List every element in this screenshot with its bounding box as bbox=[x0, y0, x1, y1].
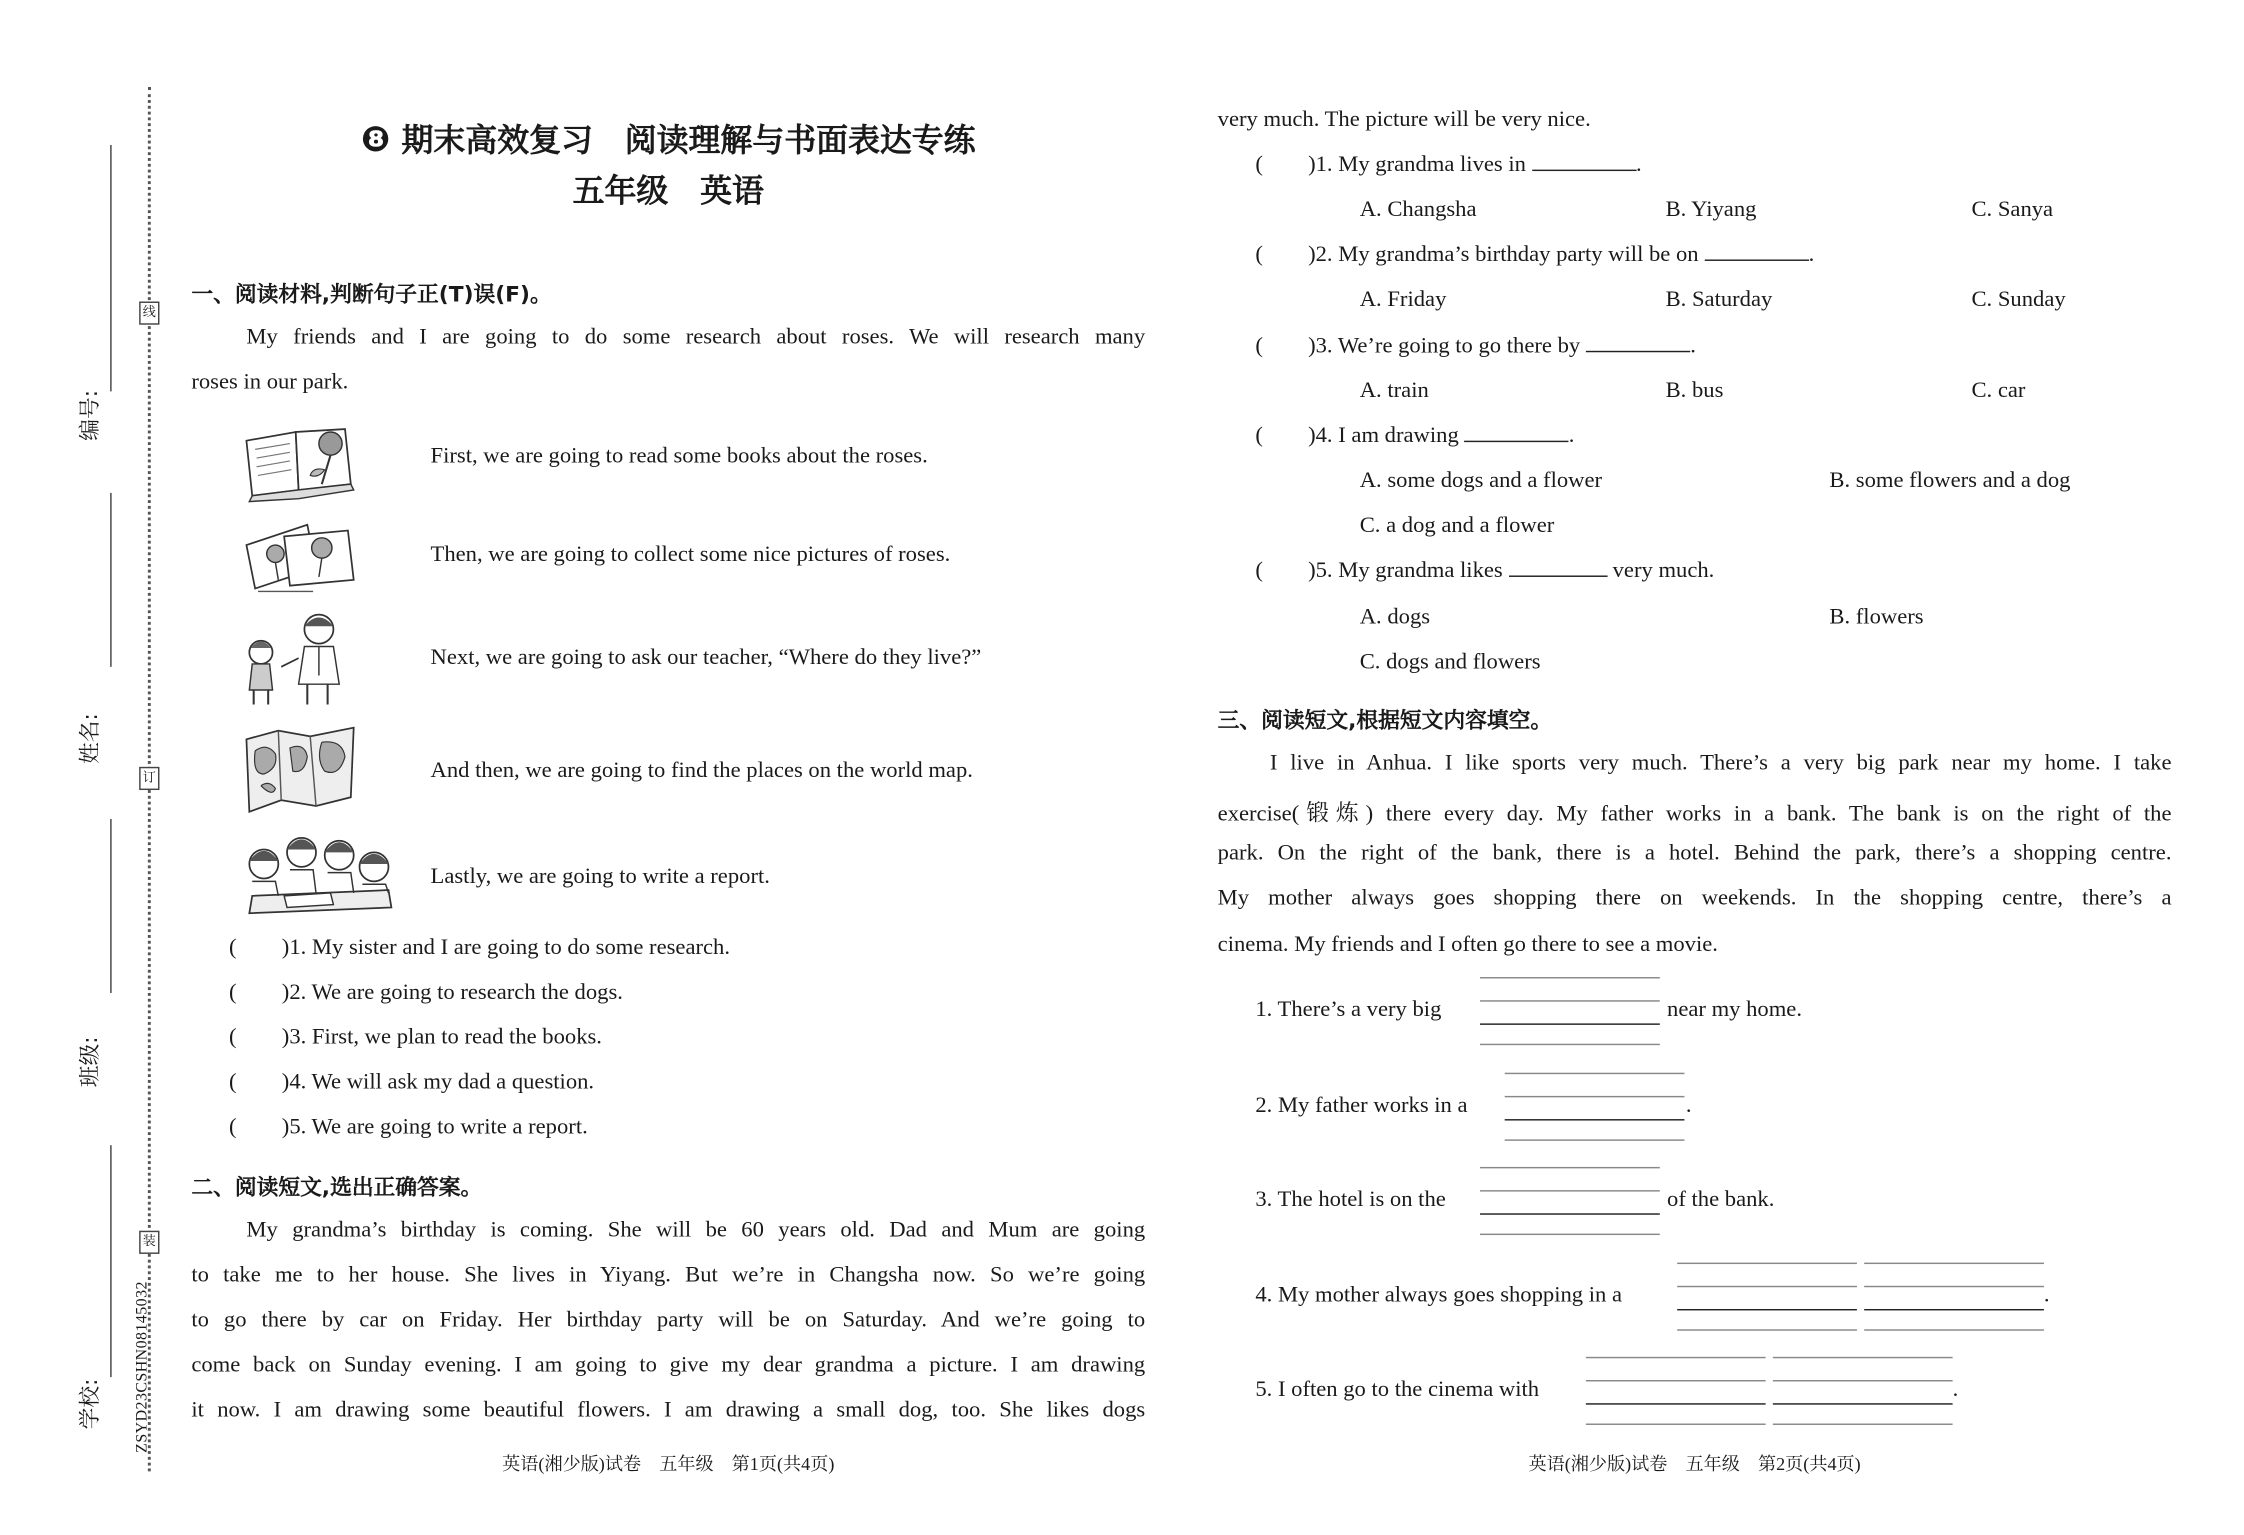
writing-lines-2[interactable] bbox=[1505, 1073, 1685, 1143]
writing-lines-4[interactable] bbox=[1677, 1263, 2045, 1333]
section1-intro-line1: My friends and I are going to do some research about roses. We will research many bbox=[246, 324, 1146, 350]
page-subtitle: 五年级 英语 bbox=[572, 173, 764, 211]
fill-item-4-b: . bbox=[2043, 1282, 2050, 1308]
fill-item-4-a: 4. My mother always goes shopping in a bbox=[1255, 1282, 1623, 1308]
fill-item-5-a: 5. I often go to the cinema with bbox=[1255, 1377, 1540, 1402]
section2-passage-line2: to take me to her house. She lives in Yiyang. But we’re in Changsha now. So we’re going bbox=[191, 1262, 1146, 1288]
step-5-text: Lastly, we are going to write a report. bbox=[430, 863, 770, 889]
writing-lines-3[interactable] bbox=[1480, 1167, 1660, 1237]
section2-passage-line1: My grandma’s birthday is coming. She will be 60 years old. Dad and Mum are going bbox=[246, 1217, 1146, 1243]
mark-zhuang-box: 装 bbox=[139, 1231, 159, 1254]
fill-item-1-a: 1. There’s a very big bbox=[1255, 997, 1442, 1022]
step-2-text: Then, we are going to collect some nice pictures of roses. bbox=[430, 542, 951, 567]
mark-line-box: 线 bbox=[139, 302, 159, 325]
tf-question-3: ( )3. First, we plan to read the books. bbox=[229, 1024, 602, 1050]
section3-passage-line5: cinema. My friends and I often go there to see a movie. bbox=[1217, 932, 1718, 957]
mc-question-1: ( )1. My grandma lives in . bbox=[1255, 152, 1642, 177]
answer-bracket[interactable]: ( bbox=[1255, 558, 1309, 583]
section3-passage-line3: park. On the right of the bank, there is a hotel. Behind the park, there’s a shopping centre. bbox=[1217, 840, 2172, 866]
q3-option-c: C. car bbox=[1971, 378, 2026, 403]
page-title bbox=[0, 116, 1337, 161]
mc-question-3: ( )3. We’re going to go there by . bbox=[1255, 333, 1696, 359]
name-label: 姓名: bbox=[76, 713, 103, 764]
answer-blank[interactable] bbox=[1586, 349, 1690, 352]
answer-bracket[interactable]: ( bbox=[1255, 333, 1309, 359]
step-4-text: And then, we are going to find the places on the world map. bbox=[430, 758, 973, 783]
q5-option-c: C. dogs and flowers bbox=[1359, 649, 1541, 675]
mc-question-4: ( )4. I am drawing . bbox=[1255, 423, 1575, 448]
section2-passage-line5: it now. I am drawing some beautiful flowers. I am drawing a small dog, too. She likes dogs bbox=[191, 1397, 1146, 1423]
pictures-icon bbox=[241, 516, 360, 594]
mc-question-2: ( )2. My grandma’s birthday party will be on . bbox=[1255, 242, 1815, 267]
footer-right: 英语(湘少版)试卷 五年级 第2页(共4页) bbox=[1528, 1453, 1861, 1475]
fill-item-2-a: 2. My father works in a bbox=[1255, 1092, 1468, 1118]
q5-option-a: A. dogs bbox=[1359, 604, 1431, 630]
q3-option-b: B. bus bbox=[1665, 378, 1724, 403]
fill-item-5-b: . bbox=[1952, 1377, 1959, 1402]
answer-bracket[interactable]: ( bbox=[229, 1114, 282, 1140]
serial-code: ZSYD23CSHN08145032 bbox=[133, 1281, 151, 1453]
section3-heading: 三、阅读短文,根据短文内容填空。 bbox=[1217, 707, 1553, 734]
q1-option-a: A. Changsha bbox=[1359, 197, 1477, 222]
school-label: 学校: bbox=[76, 1378, 103, 1430]
fill-item-3-b: of the bank. bbox=[1667, 1187, 1775, 1212]
title-text: 期末高效复习 阅读理解与书面表达专练 bbox=[401, 123, 976, 160]
fill-item-1-b: near my home. bbox=[1667, 997, 1803, 1022]
q2-option-c: C. Sunday bbox=[1971, 287, 2066, 312]
section2-heading: 二、阅读短文,选出正确答案。 bbox=[191, 1174, 483, 1201]
section3-passage-line4: My mother always goes shopping there on weekends. In the shopping centre, there’s a bbox=[1217, 885, 2172, 911]
tf-question-2: ( )2. We are going to research the dogs. bbox=[229, 979, 623, 1005]
answer-bracket[interactable]: ( bbox=[229, 979, 282, 1005]
writing-lines-5[interactable] bbox=[1586, 1357, 1954, 1427]
section3-passage-line2: exercise(锻炼) there every day. My father works in a bank. The bank is on the right of the bbox=[1217, 801, 2172, 827]
q3-option-a: A. train bbox=[1359, 378, 1429, 403]
answer-blank[interactable] bbox=[1704, 258, 1808, 261]
footer-left: 英语(湘少版)试卷 五年级 第1页(共4页) bbox=[502, 1453, 835, 1475]
children-writing-icon bbox=[241, 832, 400, 919]
q2-option-b: B. Saturday bbox=[1665, 287, 1773, 312]
q5-option-b: B. flowers bbox=[1829, 604, 1924, 630]
mc-question-5: ( )5. My grandma likes very much. bbox=[1255, 558, 1715, 583]
fill-item-3-a: 3. The hotel is on the bbox=[1255, 1187, 1446, 1212]
q1-option-c: C. Sanya bbox=[1971, 197, 2054, 222]
section1-intro-line2: roses in our park. bbox=[191, 369, 349, 395]
section2-passage-line6: very much. The picture will be very nice. bbox=[1217, 107, 1591, 132]
number-label: 编号: bbox=[76, 389, 103, 441]
step-1-text: First, we are going to read some books about the roses. bbox=[430, 443, 928, 469]
world-map-icon bbox=[241, 722, 360, 818]
section1-heading: 一、阅读材料,判断句子正(T)误(F)。 bbox=[191, 281, 552, 308]
name-write-line-top bbox=[110, 493, 111, 667]
class-label: 班级: bbox=[76, 1036, 103, 1088]
fill-item-2-b: . bbox=[1685, 1092, 1692, 1118]
tf-question-1: ( )1. My sister and I are going to do some research. bbox=[229, 934, 730, 960]
writing-lines-1[interactable] bbox=[1480, 977, 1660, 1047]
answer-bracket[interactable]: ( bbox=[1255, 242, 1309, 267]
section3-passage-line1: I live in Anhua. I like sports very much. There’s a very big park near my home. I take bbox=[1269, 750, 2172, 776]
class-write-line-top bbox=[110, 819, 111, 993]
badge-number-icon: ❽ bbox=[360, 118, 391, 160]
section2-passage-line4: come back on Sunday evening. I am going to give my dear grandma a picture. I am drawing bbox=[191, 1352, 1146, 1378]
tf-question-4: ( )4. We will ask my dad a question. bbox=[229, 1069, 595, 1095]
answer-bracket[interactable]: ( bbox=[1255, 152, 1309, 177]
answer-bracket[interactable]: ( bbox=[229, 1024, 282, 1050]
q4-option-b: B. some flowers and a dog bbox=[1829, 468, 2071, 493]
answer-blank[interactable] bbox=[1464, 439, 1568, 442]
answer-bracket[interactable]: ( bbox=[1255, 423, 1309, 448]
section2-passage-line3: to go there by car on Friday. Her birthday party will be on Saturday. And we’re going to bbox=[191, 1307, 1146, 1333]
mark-ding-box: 订 bbox=[139, 767, 159, 790]
tf-question-5: ( )5. We are going to write a report. bbox=[229, 1114, 588, 1140]
q4-option-a: A. some dogs and a flower bbox=[1359, 468, 1603, 493]
answer-blank[interactable] bbox=[1532, 168, 1636, 171]
q2-option-a: A. Friday bbox=[1359, 287, 1447, 312]
teacher-student-icon bbox=[241, 609, 351, 708]
answer-bracket[interactable]: ( bbox=[229, 1069, 282, 1095]
book-rose-icon bbox=[241, 420, 360, 504]
school-write-line bbox=[110, 1145, 111, 1377]
q4-option-c: C. a dog and a flower bbox=[1359, 513, 1555, 538]
q1-option-b: B. Yiyang bbox=[1665, 197, 1757, 222]
answer-bracket[interactable]: ( bbox=[229, 934, 282, 960]
answer-blank[interactable] bbox=[1508, 574, 1607, 577]
step-3-text: Next, we are going to ask our teacher, “Where do they live?” bbox=[430, 645, 982, 670]
